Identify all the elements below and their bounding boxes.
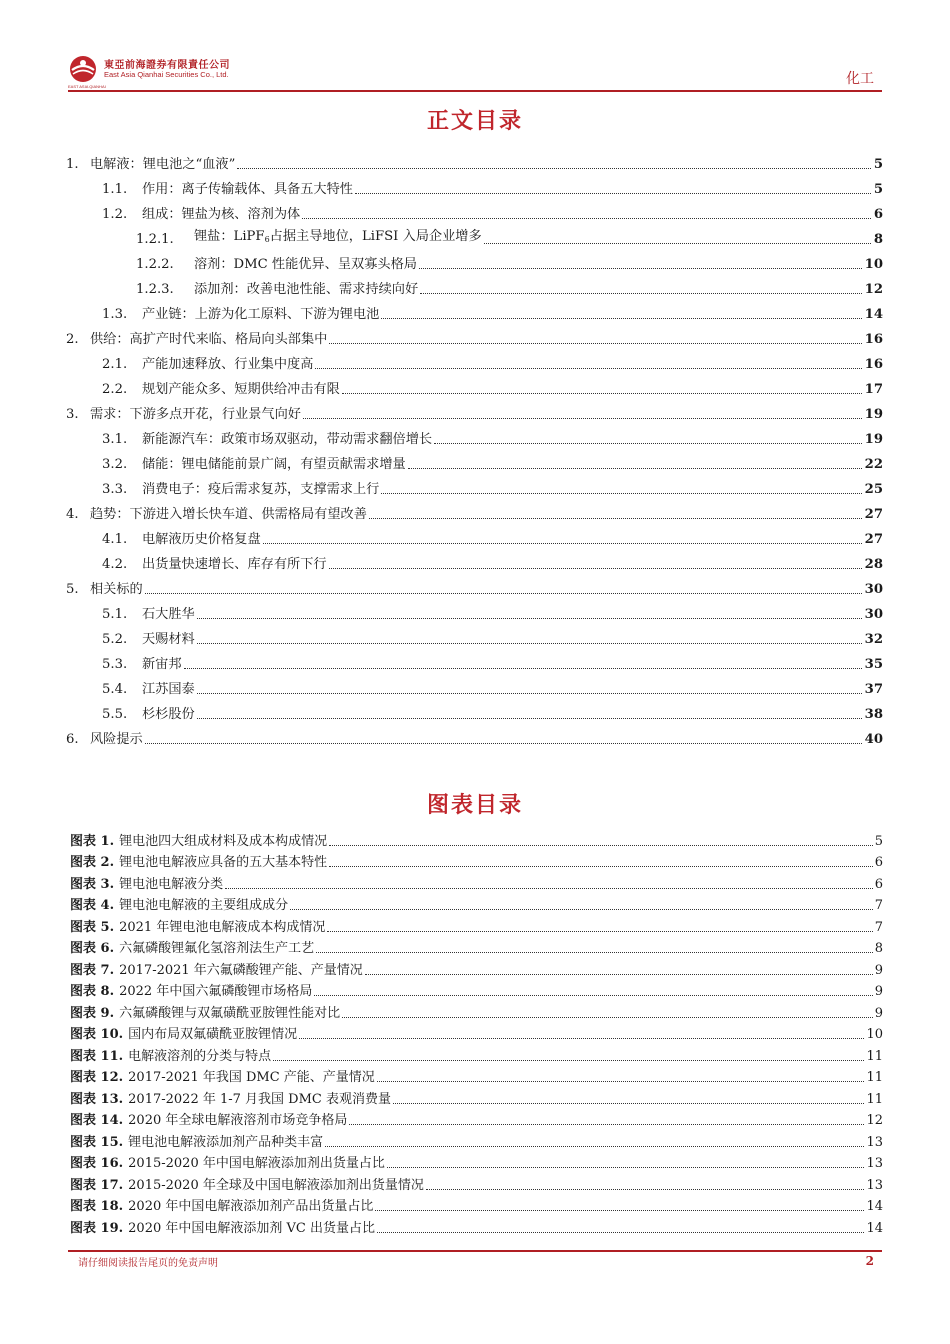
toc-entry-number: 5.: [66, 582, 79, 597]
toc-entry-page: 27: [864, 532, 883, 547]
toc-entry-text: 溶剂：DMC 性能优异、呈双寡头格局: [194, 257, 417, 272]
toc-entry[interactable]: [66, 723, 883, 748]
figure-entry-page: 12: [866, 1113, 883, 1128]
toc-entry-number: 3.: [66, 407, 79, 422]
toc-entry-text: 电解液：锂电池之“血液”: [90, 157, 236, 172]
toc-entry-page: 30: [864, 607, 883, 622]
toc-entry-text: 需求：下游多点开花，行业景气向好: [90, 407, 301, 422]
toc-entry-page: 19: [864, 407, 883, 422]
figure-entry-page: 5: [874, 833, 883, 849]
dot-leader: [365, 974, 873, 975]
dot-leader: [327, 931, 872, 932]
figure-entry[interactable]: [70, 1086, 883, 1108]
toc-entry[interactable]: [66, 323, 883, 348]
toc-entry-number: 5.2.: [102, 632, 128, 647]
toc-entry-number: 5.1.: [102, 607, 128, 622]
figure-entry-label: 图表 16.: [70, 1156, 124, 1171]
toc-entry-page: 10: [864, 257, 883, 272]
dot-leader: [387, 1167, 865, 1168]
dot-leader: [303, 418, 862, 419]
toc-entry-text: 趋势：下游进入增长快车道、供需格局有望改善: [90, 507, 367, 522]
dot-leader: [393, 1103, 864, 1104]
dot-leader: [316, 952, 873, 953]
dot-leader: [302, 218, 871, 219]
figure-entry[interactable]: [70, 871, 883, 893]
toc-entry-text: 杉杉股份: [142, 707, 195, 722]
dot-leader: [342, 393, 862, 394]
figure-entry-text: 锂电池四大组成材料及成本构成情况: [119, 833, 328, 849]
figure-entry-text: 2020 年中国电解液添加剂产品出货量占比: [128, 1199, 374, 1214]
figure-entry[interactable]: [70, 936, 883, 958]
dot-leader: [434, 443, 862, 444]
dot-leader: [381, 318, 861, 319]
toc-entry-text: 石大胜华: [142, 607, 195, 622]
figure-entry[interactable]: [70, 1022, 883, 1044]
toc-entry-text: 江苏国泰: [142, 682, 195, 697]
figure-entry-text: 2022 年中国六氟磷酸锂市场格局: [119, 984, 313, 999]
company-logo-icon: [68, 54, 98, 84]
toc-entry-number: 1.2.2.: [136, 257, 174, 272]
toc-entry[interactable]: [66, 698, 883, 723]
toc-entry-text: 新能源汽车：政策市场双驱动，带动需求翻倍增长: [142, 432, 433, 447]
toc-entry-page: 37: [864, 682, 883, 697]
toc-entry-number: 4.: [66, 507, 79, 522]
figure-entry-page: 9: [874, 962, 883, 978]
figure-entry[interactable]: [70, 957, 883, 979]
figure-entry-text: 2020 年中国电解液添加剂 VC 出货量占比: [128, 1220, 375, 1236]
figure-entry-label: 图表 11.: [70, 1048, 124, 1064]
toc-entry-text: 风险提示: [90, 732, 143, 747]
toc-entry-number: 4.1.: [102, 532, 128, 547]
toc-entry-text: 消费电子：疫后需求复苏，支撑需求上行: [142, 482, 380, 497]
figure-entry-text: 锂电池电解液的主要组成成分: [119, 898, 289, 913]
dot-leader: [377, 1232, 864, 1233]
figure-entry-page: 14: [866, 1199, 883, 1214]
toc-entry-text: 储能：锂电储能前景广阔，有望贡献需求增量: [142, 457, 406, 472]
toc-entry-page: 38: [864, 707, 883, 722]
figure-entry-page: 13: [866, 1177, 883, 1193]
toc-entry[interactable]: [66, 248, 883, 273]
toc-entry-number: 1.2.: [102, 207, 128, 222]
figure-entry-label: 图表 1.: [70, 833, 115, 849]
toc-entry-number: 3.2.: [102, 457, 128, 472]
dot-leader: [408, 468, 862, 469]
toc-entry-number: 5.5.: [102, 707, 128, 722]
toc-entry-page: 25: [864, 482, 883, 497]
toc-entry[interactable]: [66, 448, 883, 473]
figure-entry[interactable]: [70, 850, 883, 872]
toc-title: 正文目录: [426, 108, 523, 134]
toc-entry-number: 2.2.: [102, 382, 128, 397]
toc-entry-number: 3.3.: [102, 482, 128, 497]
dot-leader: [197, 643, 862, 644]
figure-entry-page: 6: [874, 855, 883, 870]
toc-entry[interactable]: [66, 348, 883, 373]
figure-entry-page: 14: [866, 1220, 883, 1236]
toc-entry-number: 2.1.: [102, 357, 128, 372]
figure-entry-text: 2017-2021 年我国 DMC 产能、产量情况: [128, 1070, 375, 1085]
toc-entry-page: 22: [864, 457, 883, 472]
dot-leader: [197, 693, 862, 694]
toc-entry[interactable]: [66, 498, 883, 523]
dot-leader: [225, 888, 873, 889]
toc-entry-page: 28: [864, 557, 883, 572]
dot-leader: [145, 743, 862, 744]
figure-entry-page: 13: [866, 1134, 883, 1150]
figure-entry-text: 六氟磷酸锂氟化氢溶剂法生产工艺: [119, 941, 315, 956]
figure-entry-page: 9: [874, 1005, 883, 1021]
figure-entry-label: 图表 18.: [70, 1199, 124, 1214]
figure-entry-label: 图表 4.: [70, 898, 115, 913]
dot-leader: [329, 845, 873, 846]
table-of-contents: [66, 148, 883, 748]
dot-leader: [237, 168, 870, 169]
toc-entry-number: 1.: [66, 157, 79, 172]
toc-entry[interactable]: [66, 173, 883, 198]
toc-entry-text: 电解液历史价格复盘: [142, 532, 261, 547]
toc-entry[interactable]: [66, 423, 883, 448]
toc-entry-text: 天赐材料: [142, 632, 195, 647]
figure-entry-label: 图表 8.: [70, 984, 115, 999]
toc-entry-number: 1.3.: [102, 307, 128, 322]
toc-entry-text: 锂盐：LiPF$_6$占据主导地位，LiFSI 入局企业增多: [194, 229, 482, 244]
figure-entry-text: 锂电池电解液添加剂产品种类丰富: [128, 1134, 324, 1150]
dot-leader: [197, 618, 862, 619]
dot-leader: [426, 1189, 865, 1190]
figure-entry[interactable]: [70, 893, 883, 915]
dot-leader: [329, 568, 862, 569]
figure-entry-page: 11: [866, 1048, 883, 1064]
dot-leader: [369, 518, 862, 519]
figure-entry[interactable]: [70, 979, 883, 1001]
toc-entry-page: 14: [864, 307, 883, 322]
dot-leader: [290, 909, 873, 910]
toc-entry-page: 32: [864, 632, 883, 647]
figure-entry-page: 13: [866, 1156, 883, 1171]
company-name-cn: 東亞前海證券有限責任公司: [104, 60, 230, 71]
toc-entry-page: 17: [864, 382, 883, 397]
figure-entry-text: 电解液溶剂的分类与特点: [128, 1048, 272, 1064]
figure-entry-label: 图表 10.: [70, 1027, 124, 1042]
toc-entry[interactable]: [66, 398, 883, 423]
dot-leader: [377, 1081, 865, 1082]
toc-entry[interactable]: [66, 598, 883, 623]
figure-entry-label: 图表 5.: [70, 919, 115, 935]
toc-entry-page: 12: [864, 282, 883, 297]
dot-leader: [314, 995, 872, 996]
figure-entry-label: 图表 12.: [70, 1070, 124, 1085]
toc-entry-page: 5: [873, 157, 883, 172]
dot-leader: [145, 593, 862, 594]
toc-entry[interactable]: [66, 473, 883, 498]
toc-entry-number: 5.4.: [102, 682, 128, 697]
dot-leader: [375, 1210, 864, 1211]
figure-entry-label: 图表 17.: [70, 1177, 124, 1193]
figure-entry-text: 锂电池电解液应具备的五大基本特性: [119, 855, 328, 870]
toc-entry[interactable]: [66, 673, 883, 698]
figure-list: [70, 828, 883, 1237]
toc-entry-page: 30: [864, 582, 883, 597]
figure-entry-text: 2017-2021 年六氟磷酸锂产能、产量情况: [119, 962, 363, 978]
dot-leader: [381, 493, 861, 494]
toc-entry-page: 6: [873, 207, 883, 222]
figure-entry-page: 11: [866, 1091, 883, 1107]
figure-entry-label: 图表 13.: [70, 1091, 124, 1107]
figure-entry-label: 图表 6.: [70, 941, 115, 956]
page-number: 2: [865, 1254, 874, 1268]
figure-entry[interactable]: [70, 828, 883, 850]
toc-entry-text: 添加剂：改善电池性能、需求持续向好: [194, 282, 419, 297]
dot-leader: [325, 1146, 864, 1147]
toc-entry-text: 新宙邦: [142, 657, 182, 672]
figure-entry-label: 图表 9.: [70, 1005, 115, 1021]
toc-entry-text: 产业链：上游为化工原料、下游为锂电池: [142, 307, 380, 322]
toc-entry-page: 19: [864, 432, 883, 447]
dot-leader: [349, 1124, 864, 1125]
toc-entry[interactable]: [66, 523, 883, 548]
figure-entry-text: 2015-2020 年全球及中国电解液添加剂出货量情况: [128, 1177, 424, 1193]
figure-entry-label: 图表 7.: [70, 962, 115, 978]
figure-entry-text: 2020 年全球电解液溶剂市场竞争格局: [128, 1113, 348, 1128]
dot-leader: [342, 1017, 873, 1018]
logo-tagline: EAST ASIA QIANHAI: [68, 84, 106, 89]
toc-entry-number: 4.2.: [102, 557, 128, 572]
toc-entry[interactable]: [66, 373, 883, 398]
figure-entry-label: 图表 2.: [70, 855, 115, 870]
dot-leader: [420, 293, 861, 294]
toc-entry-number: 6.: [66, 732, 79, 747]
toc-entry[interactable]: [66, 148, 883, 173]
figure-list-title: 图表目录: [426, 792, 523, 818]
disclaimer-note: 请仔细阅读报告尾页的免责声明: [78, 1258, 218, 1269]
toc-entry-text: 相关标的: [90, 582, 143, 597]
figure-entry[interactable]: [70, 1194, 883, 1216]
figure-entry-page: 6: [874, 876, 883, 892]
dot-leader: [315, 368, 861, 369]
figure-entry[interactable]: [70, 1151, 883, 1173]
figure-entry[interactable]: [70, 1172, 883, 1194]
toc-entry-number: 1.2.1.: [136, 232, 174, 247]
figure-entry[interactable]: [70, 1108, 883, 1130]
toc-entry-page: 40: [864, 732, 883, 747]
dot-leader: [484, 243, 871, 244]
toc-entry[interactable]: [66, 273, 883, 298]
toc-entry-page: 27: [864, 507, 883, 522]
figure-entry-label: 图表 14.: [70, 1113, 124, 1128]
dot-leader: [299, 1038, 864, 1039]
figure-entry[interactable]: [70, 1000, 883, 1022]
figure-entry[interactable]: [70, 914, 883, 936]
figure-entry[interactable]: [70, 1129, 883, 1151]
toc-entry[interactable]: [66, 198, 883, 223]
toc-entry-number: 2.: [66, 332, 79, 347]
toc-entry-page: 16: [864, 357, 883, 372]
figure-entry-page: 8: [874, 941, 883, 956]
toc-entry-text: 产能加速释放、行业集中度高: [142, 357, 314, 372]
toc-entry-text: 出货量快速增长、库存有所下行: [142, 557, 327, 572]
figure-entry-text: 2017-2022 年 1-7 月我国 DMC 表观消费量: [128, 1091, 391, 1107]
figure-entry-page: 7: [874, 919, 883, 935]
toc-entry[interactable]: [66, 223, 883, 248]
dot-leader: [197, 718, 862, 719]
company-name-en: East Asia Qianhai Securities Co., Ltd.: [104, 70, 229, 79]
toc-entry[interactable]: [66, 548, 883, 573]
figure-entry[interactable]: [70, 1215, 883, 1237]
dot-leader: [355, 193, 871, 194]
figure-entry-text: 锂电池电解液分类: [119, 876, 224, 892]
toc-entry-number: 1.2.3.: [136, 282, 174, 297]
toc-entry-text: 作用：离子传输载体、具备五大特性: [142, 182, 353, 197]
figure-entry-label: 图表 15.: [70, 1134, 124, 1150]
figure-entry[interactable]: [70, 1065, 883, 1087]
toc-entry[interactable]: [66, 648, 883, 673]
toc-entry-page: 8: [873, 232, 883, 247]
toc-entry-number: 3.1.: [102, 432, 128, 447]
dot-leader: [329, 343, 861, 344]
figure-entry-label: 图表 3.: [70, 876, 115, 892]
figure-entry-label: 图表 19.: [70, 1220, 124, 1236]
dot-leader: [329, 866, 873, 867]
toc-entry-number: 5.3.: [102, 657, 128, 672]
toc-entry-text: 规划产能众多、短期供给冲击有限: [142, 382, 340, 397]
page-header: [68, 50, 882, 92]
toc-entry[interactable]: [66, 573, 883, 598]
dot-leader: [263, 543, 862, 544]
dot-leader: [184, 668, 862, 669]
figure-entry-text: 2021 年锂电池电解液成本构成情况: [119, 919, 326, 935]
dot-leader: [419, 268, 862, 269]
figure-entry-page: 7: [874, 898, 883, 913]
figure-entry-text: 2015-2020 年中国电解液添加剂出货量占比: [128, 1156, 385, 1171]
dot-leader: [273, 1060, 864, 1061]
footer-divider: [68, 1250, 882, 1252]
toc-entry-page: 5: [873, 182, 883, 197]
figure-entry-text: 六氟磷酸锂与双氟磺酰亚胺锂性能对比: [119, 1005, 341, 1021]
header-divider: [68, 90, 882, 92]
toc-entry-text: 组成：锂盐为核、溶剂为体: [142, 207, 301, 222]
toc-entry-page: 35: [864, 657, 883, 672]
figure-entry-page: 10: [866, 1027, 883, 1042]
industry-label: 化工: [846, 71, 874, 87]
toc-entry[interactable]: [66, 623, 883, 648]
figure-entry[interactable]: [70, 1043, 883, 1065]
figure-entry-page: 9: [874, 984, 883, 999]
figure-entry-page: 11: [866, 1070, 883, 1085]
figure-entry-text: 国内布局双氟磺酰亚胺锂情况: [128, 1027, 298, 1042]
toc-entry-number: 1.1.: [102, 182, 128, 197]
toc-entry-page: 16: [864, 332, 883, 347]
toc-entry-text: 供给：高扩产时代来临、格局向头部集中: [90, 332, 328, 347]
toc-entry[interactable]: [66, 298, 883, 323]
